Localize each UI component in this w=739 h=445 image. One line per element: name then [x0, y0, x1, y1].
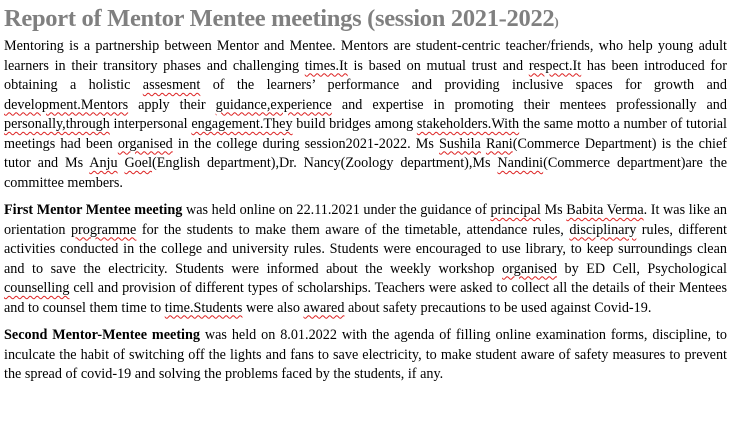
intro-text: (English department),Dr. Nancy(Zoology department),Ms: [152, 155, 498, 171]
second-meeting-heading: Second Mentor-Mentee meeting: [4, 327, 200, 343]
second-meeting-paragraph: [4, 326, 727, 385]
spell-flag: programme: [70, 221, 137, 238]
spell-flag: Goel: [124, 155, 153, 171]
spell-flag: respect.It: [528, 57, 582, 74]
spell-flag: Babita Verma: [566, 202, 644, 218]
first-meeting-text: . It was like an orientation: [4, 202, 727, 238]
spell-flag: organised: [502, 260, 557, 277]
intro-text: the same motto a number of tutorial meetings had been: [4, 116, 727, 152]
spell-flag: awared: [303, 299, 345, 316]
intro-text: interpersonal: [109, 116, 192, 132]
spell-flag: Sushila: [439, 135, 481, 152]
intro-text: apply their: [128, 96, 216, 113]
spell-flag: Rani: [485, 135, 513, 152]
intro-text: (Commerce Department) is the chief tutor and Ms: [4, 135, 728, 171]
intro-text: has been introduced for obtaining a holistic: [4, 57, 727, 93]
report-title: [4, 4, 727, 37]
first-meeting-text: was held online on 22.11.2021 under the guidance of: [182, 202, 491, 218]
spell-flag: guidance,experience: [215, 96, 332, 113]
first-meeting-text: by ED Cell, Psychological: [556, 260, 727, 277]
first-meeting-heading: First Mentor Mentee meeting: [4, 202, 183, 218]
report-title-text: Report of Mentor Mentee meetings (session 2021-2022: [4, 5, 555, 32]
spell-flag: counselling: [4, 280, 70, 296]
spell-flag: engagement.They: [191, 116, 293, 132]
spell-flag: stakeholders.With: [416, 116, 520, 132]
spell-flag: assesment: [142, 77, 201, 93]
spell-flag: Anju: [89, 155, 118, 171]
intro-text: is based on mutual trust and: [347, 57, 529, 74]
intro-text: of the learners’ performance and providing inclusive spaces for growth and: [200, 77, 727, 93]
spell-flag: disciplinary: [569, 221, 637, 238]
first-meeting-paragraph: [4, 201, 727, 318]
spell-flag: Nandini: [497, 155, 544, 171]
intro-text: in the college during session2021-2022. Ms: [172, 135, 440, 152]
intro-text: build bridges among: [292, 116, 417, 132]
first-meeting-text: cell and provision of different types of scholarships. Teachers were asked to collect all the details of their Mentees and to counsel them time to: [4, 280, 727, 316]
intro-text: (Commerce department)are the committee members.: [4, 155, 727, 191]
report-title-close-paren: ): [554, 14, 559, 29]
first-meeting-text: about safety precautions to be used against Covid-19.: [344, 299, 652, 316]
first-meeting-text: were also: [242, 299, 304, 316]
spell-flag: organised: [117, 135, 173, 152]
spell-flag: time.Students: [164, 299, 243, 316]
spell-flag: development.Mentors: [4, 96, 129, 113]
spell-flag: principal: [490, 202, 541, 218]
spell-flag: personally,through: [4, 116, 110, 132]
intro-paragraph: [4, 37, 727, 193]
first-meeting-text: Ms: [540, 202, 567, 218]
intro-text: and expertise in promoting their mentees professionally and: [331, 96, 727, 113]
intro-text: Mentoring is a partnership between Mentor and Mentee. Mentors are student-centric teacher/friends, who help young adult learners in their transitory phases and challenging: [4, 38, 727, 74]
first-meeting-text: for the students to make them aware of the timetable, attendance rules,: [136, 221, 570, 238]
spell-flag: times.It: [304, 57, 348, 74]
first-meeting-text: rules, different activities conducted in the college and university rules. Students were encouraged to use library, to keep surroundings clean and to save the electricity. Students were informed about the weekly workshop: [4, 221, 727, 277]
second-meeting-text: was held on 8.01.2022 with the agenda of filling online examination forms, discipline, to inculcate the habit of switching off the lights and fans to save electricity, to make student aware of safety measures to prevent the spread of covid-19 and solving the problems faced by the students, if any.: [4, 327, 727, 382]
